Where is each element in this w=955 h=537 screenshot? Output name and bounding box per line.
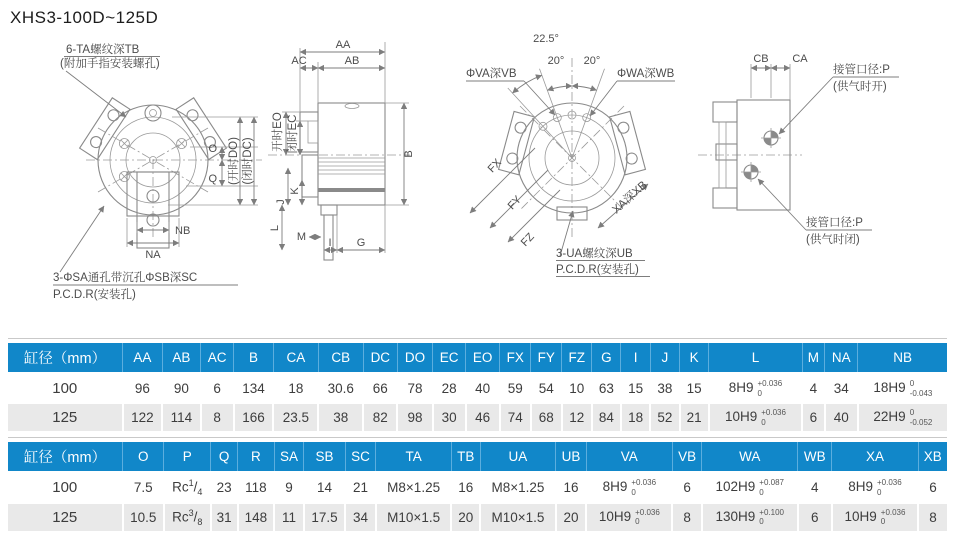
dim-close-dc-label: (闭时DC) xyxy=(242,137,254,185)
bore-size-cell: 125 xyxy=(52,409,78,427)
column-header-B: B xyxy=(234,343,274,374)
dimension-value-cell: 34 xyxy=(345,503,376,531)
thread-note-line2: (附加手指安装螺孔) xyxy=(60,58,160,70)
bore-column-header: 缸径（mm） xyxy=(8,343,123,374)
column-header-AB: AB xyxy=(162,343,200,374)
dimension-value-cell: 12 xyxy=(562,403,592,431)
port-close-note-line2: (供气时闭) xyxy=(806,234,860,246)
dimension-value-cell: 23.5 xyxy=(273,403,318,431)
dimension-table-1-wrap xyxy=(8,338,947,431)
dimension-value-cell: 134 xyxy=(234,374,274,404)
port-close-note-line1: 接管口径:P xyxy=(806,217,863,229)
spec-row-125 xyxy=(8,503,947,531)
dimension-value-cell: $Rc^1/_4$ xyxy=(164,473,211,503)
dimension-tables xyxy=(8,338,947,537)
dimension-value-cell: 20 xyxy=(556,503,587,531)
dimension-value-cell: $Rc^3/_8$ xyxy=(164,503,211,531)
dim-j-label: J xyxy=(275,199,287,205)
dim-open-eo-label: 开时EO xyxy=(272,112,284,152)
column-header-FZ: FZ xyxy=(562,343,592,374)
dimension-value-cell: 6 xyxy=(201,374,234,404)
dim-na-label: NA xyxy=(145,249,161,261)
column-header-Q: Q xyxy=(211,442,238,473)
angle-225-label: 22.5° xyxy=(533,33,559,45)
page-title: XHS3-100D~125D xyxy=(10,8,159,27)
column-header-TA: TA xyxy=(376,442,452,473)
dimension-value-cell: 98 xyxy=(397,403,432,431)
dimension-value-cell: 15 xyxy=(621,374,650,404)
dimension-value-cell: 8 xyxy=(918,503,947,531)
dimension-value-cell: 10H9 +0.036 0 xyxy=(586,503,672,531)
dim-fz-label: FZ xyxy=(518,230,537,249)
column-header-SA: SA xyxy=(274,442,304,473)
dim-o-label: O xyxy=(208,143,217,155)
dimension-value-cell: 10.5 xyxy=(123,503,164,531)
spec-row-125 xyxy=(8,403,947,431)
dimension-value-cell: 18 xyxy=(273,374,318,404)
dimension-value-cell: 6 xyxy=(798,503,832,531)
dimension-value-cell: 10 xyxy=(562,374,592,404)
column-header-I: I xyxy=(621,343,650,374)
dimension-value-cell: 31 xyxy=(211,503,238,531)
ua-thread-note-line2: P.C.D.R(安装孔) xyxy=(556,264,639,276)
dim-q-label: Q xyxy=(208,173,217,185)
dimension-value-cell: 17.5 xyxy=(304,503,345,531)
side-view-drawing xyxy=(268,39,415,260)
column-header-J: J xyxy=(650,343,679,374)
column-header-G: G xyxy=(592,343,621,374)
dim-nb-label: NB xyxy=(175,225,191,237)
column-header-NB: NB xyxy=(858,343,947,374)
dim-fx-label: FX xyxy=(485,156,504,176)
column-header-NA: NA xyxy=(825,343,858,374)
port-open-note-line1: 接管口径:P xyxy=(833,64,890,76)
dimension-value-cell: 114 xyxy=(162,403,200,431)
column-header-EO: EO xyxy=(466,343,500,374)
dimension-value-cell: 54 xyxy=(531,374,562,404)
column-header-SB: SB xyxy=(304,442,345,473)
dimension-value-cell: 8 xyxy=(201,403,234,431)
dimension-value-cell: 30 xyxy=(433,403,466,431)
column-header-P: P xyxy=(164,442,211,473)
dim-fy-label: FY xyxy=(505,193,524,213)
bore-size-cell: 100 xyxy=(52,380,78,398)
dimension-value-cell: 8H9 +0.036 0 xyxy=(832,473,918,503)
dimension-value-cell: M8×1.25 xyxy=(480,473,556,503)
dimension-value-cell: 78 xyxy=(397,374,432,404)
column-header-XB: XB xyxy=(918,442,947,473)
column-header-TB: TB xyxy=(451,442,480,473)
dimension-value-cell: M10×1.5 xyxy=(376,503,452,531)
dimension-value-cell: 6 xyxy=(802,403,825,431)
dim-ca-label: CA xyxy=(792,53,808,65)
mount-note-line1: 3-ΦSA通孔带沉孔ΦSB深SC xyxy=(53,272,198,284)
dimension-value-cell: 15 xyxy=(680,374,709,404)
dimension-value-cell: 66 xyxy=(363,374,397,404)
dim-cb-label: CB xyxy=(753,53,769,65)
dim-i-label: I xyxy=(328,237,332,249)
column-header-DC: DC xyxy=(363,343,397,374)
dimension-value-cell: 10H9 +0.036 0 xyxy=(709,403,802,431)
dimension-value-cell: 30.6 xyxy=(318,374,363,404)
dimension-value-cell: 14 xyxy=(304,473,345,503)
dimension-value-cell: 21 xyxy=(680,403,709,431)
dimension-value-cell: 84 xyxy=(592,403,621,431)
dimension-value-cell: 4 xyxy=(798,473,832,503)
dimension-value-cell: 46 xyxy=(466,403,500,431)
spec-row-100 xyxy=(8,473,947,503)
angle-view-drawing xyxy=(466,33,675,277)
xa-depth-label: XA深XB xyxy=(610,179,650,217)
dimension-value-cell: 4 xyxy=(802,374,825,404)
dimension-value-cell: 38 xyxy=(318,403,363,431)
column-header-CB: CB xyxy=(318,343,363,374)
dimension-value-cell: 74 xyxy=(500,403,531,431)
mount-note-line2: P.C.D.R(安装孔) xyxy=(53,289,136,301)
dimension-value-cell: 6 xyxy=(672,473,702,503)
column-header-WB: WB xyxy=(798,442,832,473)
dimension-value-cell: 122 xyxy=(123,403,163,431)
dimension-table-2 xyxy=(8,442,947,530)
dimension-value-cell: 52 xyxy=(650,403,679,431)
dimension-value-cell: M10×1.5 xyxy=(480,503,556,531)
column-header-VB: VB xyxy=(672,442,702,473)
dimension-value-cell: 7.5 xyxy=(123,473,164,503)
dimension-value-cell: 8H9 +0.036 0 xyxy=(586,473,672,503)
dimension-value-cell: 8H9 +0.036 0 xyxy=(709,374,802,404)
dim-l-label: L xyxy=(269,224,281,232)
dim-g-label: G xyxy=(356,237,366,249)
dim-close-ec-label: 闭时EC xyxy=(287,114,299,154)
dimension-value-cell: 166 xyxy=(234,403,274,431)
column-header-L: L xyxy=(709,343,802,374)
dimension-value-cell: 9 xyxy=(274,473,304,503)
column-header-VA: VA xyxy=(586,442,672,473)
dim-ab-label: AB xyxy=(344,55,360,67)
dimension-value-cell: 21 xyxy=(345,473,376,503)
dimension-value-cell: 8 xyxy=(672,503,702,531)
dimension-value-cell: 18H9 0 -0.043 xyxy=(858,374,947,404)
dim-m-label: M xyxy=(296,231,306,243)
dimension-value-cell: 63 xyxy=(592,374,621,404)
dim-aa-label: AA xyxy=(335,39,351,51)
bore-column-header: 缸径（mm） xyxy=(8,442,123,473)
column-header-K: K xyxy=(680,343,709,374)
column-header-SC: SC xyxy=(345,442,376,473)
column-header-EC: EC xyxy=(433,343,466,374)
dim-open-do-label: (开时DO) xyxy=(228,137,240,185)
bore-size-cell: 100 xyxy=(52,479,78,497)
dimension-value-cell: 40 xyxy=(466,374,500,404)
dimension-value-cell: 28 xyxy=(433,374,466,404)
va-hole-label: ΦVA深VB xyxy=(466,68,517,80)
bore-size-cell: 125 xyxy=(52,508,78,526)
column-header-UB: UB xyxy=(556,442,587,473)
column-header-DO: DO xyxy=(397,343,432,374)
air-port-open xyxy=(761,128,781,148)
angle-20-right-label: 20° xyxy=(583,55,601,67)
dimension-value-cell: 23 xyxy=(211,473,238,503)
dimension-value-cell: 22H9 0 -0.052 xyxy=(858,403,947,431)
dimension-value-cell: 68 xyxy=(531,403,562,431)
dimension-table-1 xyxy=(8,343,947,431)
dimension-table-2-wrap xyxy=(8,437,947,530)
front-view-drawing xyxy=(53,42,262,301)
dimension-value-cell: 96 xyxy=(123,374,163,404)
port-open-note-line2: (供气时开) xyxy=(833,81,887,93)
dimension-value-cell: 20 xyxy=(451,503,480,531)
dimension-value-cell: 102H9 +0.087 0 xyxy=(702,473,798,503)
column-header-AA: AA xyxy=(123,343,163,374)
column-header-WA: WA xyxy=(702,442,798,473)
dim-b-label: B xyxy=(403,150,415,158)
rear-view-drawing xyxy=(698,53,899,246)
column-header-AC: AC xyxy=(201,343,234,374)
dim-ac-label: AC xyxy=(291,55,307,67)
dimension-value-cell: 38 xyxy=(650,374,679,404)
dim-k-label: K xyxy=(289,187,301,195)
dimension-value-cell: 10H9 +0.036 0 xyxy=(832,503,918,531)
column-header-FY: FY xyxy=(531,343,562,374)
column-header-XA: XA xyxy=(832,442,918,473)
dimension-value-cell: 130H9 +0.100 0 xyxy=(702,503,798,531)
thread-note-line1: 6-TA螺纹深TB xyxy=(66,44,140,56)
dimension-value-cell: 90 xyxy=(162,374,200,404)
dimension-value-cell: 6 xyxy=(918,473,947,503)
dimension-value-cell: 40 xyxy=(825,403,858,431)
wa-hole-label: ΦWA深WB xyxy=(617,68,675,80)
dimension-value-cell: 11 xyxy=(274,503,304,531)
dimension-value-cell: M8×1.25 xyxy=(376,473,452,503)
dimension-value-cell: 16 xyxy=(556,473,587,503)
column-header-O: O xyxy=(123,442,164,473)
dimension-value-cell: 59 xyxy=(500,374,531,404)
column-header-R: R xyxy=(238,442,275,473)
dimension-value-cell: 16 xyxy=(451,473,480,503)
column-header-FX: FX xyxy=(500,343,531,374)
dimension-value-cell: 18 xyxy=(621,403,650,431)
dimension-value-cell: 34 xyxy=(825,374,858,404)
column-header-UA: UA xyxy=(480,442,556,473)
dimension-value-cell: 118 xyxy=(238,473,275,503)
dimension-value-cell: 82 xyxy=(363,403,397,431)
column-header-CA: CA xyxy=(273,343,318,374)
dimension-value-cell: 148 xyxy=(238,503,275,531)
column-header-M: M xyxy=(802,343,825,374)
spec-row-100 xyxy=(8,374,947,404)
angle-20-left-label: 20° xyxy=(547,55,565,67)
ua-thread-note-line1: 3-UA螺纹深UB xyxy=(556,248,633,260)
